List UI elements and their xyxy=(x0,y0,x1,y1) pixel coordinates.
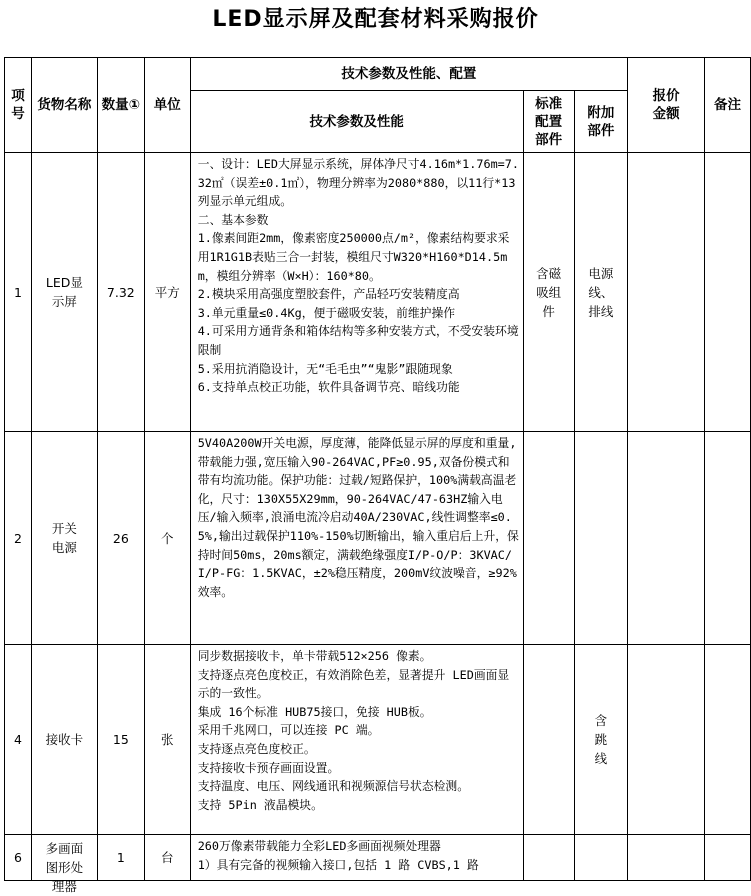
spec-line: 支持 5Pin 液晶模块。 xyxy=(197,797,323,812)
header-row-1 xyxy=(5,58,751,91)
row-extra: 含跳线 xyxy=(574,645,628,835)
spec-line: 支持逐点亮色度校正，有效消除色差，显著提升 LED画面显示的一致性。 xyxy=(197,667,510,701)
row-name: 接收卡 xyxy=(31,645,97,835)
spec-line: 6.支持单点校正功能，软件具备调节亮、暗线功能 xyxy=(197,380,460,395)
table-row xyxy=(5,835,751,881)
spec-line: 支持逐点亮色度校正。 xyxy=(197,741,316,756)
row-price xyxy=(628,153,705,432)
row-std: 含磁吸组件 xyxy=(523,153,574,432)
row-unit: 个 xyxy=(144,432,190,645)
row-extra: 电源线、排线 xyxy=(574,153,628,432)
spec-line: 5V40A200W开关电源，厚度薄，能降低显示屏的厚度和重量,带载能力强,宽压输入90-264VAC,PF≥0.95,双备份模式和带有均流功能。保护功能：过载/短路保护，100%满载高温老化，尺寸：130X55X29mm，90-264VAC/47-63HZ输入电压/输入频率,浪涌电流冷启动40A/230VAC,线性调整率≤0.5%,输出过载保护110%-150%切断输出，输入重启后上升，保持时间50ms，20ms额定，满载绝缘强度I/P-O/P：3KVAC/I/P-FG：1.5KVAC，±2%稳压精度，200mV纹波噪音，≥92%效率。 xyxy=(197,436,519,599)
row-price xyxy=(628,835,705,881)
row-std xyxy=(523,432,574,645)
row-name-text: 多画面图形处理器 xyxy=(45,841,84,894)
header-tech: 技术参数及性能 xyxy=(190,91,523,153)
row-extra xyxy=(574,835,628,881)
table-row xyxy=(5,432,751,645)
row-extra xyxy=(574,432,628,645)
spec-line: 同步数据接收卡，单卡带载512×256 像素。 xyxy=(197,649,432,663)
quotation-table xyxy=(4,57,751,894)
table-row xyxy=(5,153,751,432)
row-unit: 张 xyxy=(144,645,190,835)
header-qty: 数量① xyxy=(97,58,144,153)
header-remark: 备注 xyxy=(705,58,751,153)
spec-line: 3.单元重量≤0.4Kg，便于磁吸安装，前维护操作 xyxy=(197,305,456,320)
header-std-parts: 标准配置部件 xyxy=(523,91,574,153)
row-seq: 1 xyxy=(5,153,32,432)
row-seq: 6 xyxy=(5,835,32,881)
header-unit: 单位 xyxy=(144,58,190,153)
header-tech-group: 技术参数及性能、配置 xyxy=(190,58,627,91)
row-std xyxy=(523,835,574,881)
row-price xyxy=(628,432,705,645)
row-spec xyxy=(190,153,523,432)
row-remark xyxy=(705,645,751,835)
row-unit: 台 xyxy=(144,835,190,881)
row-seq: 2 xyxy=(5,432,32,645)
spec-line: 支持接收卡预存画面设置。 xyxy=(197,760,340,775)
row-remark xyxy=(705,432,751,645)
spec-line: 2.模块采用高强度塑胶套件，产品轻巧安装精度高 xyxy=(197,287,460,302)
row-spec xyxy=(190,645,523,835)
row-price xyxy=(628,645,705,835)
header-extra-parts: 附加部件 xyxy=(574,91,628,153)
row-qty: 26 xyxy=(97,432,144,645)
spec-line: 支持温度、电压、网线通讯和视频源信号状态检测。 xyxy=(197,779,470,794)
page-title: LED显示屏及配套材料采购报价 xyxy=(212,7,539,32)
header-price: 报价金额 xyxy=(628,58,705,153)
row-remark xyxy=(705,835,751,881)
row-std xyxy=(523,645,574,835)
table-row xyxy=(5,645,751,835)
row-spec xyxy=(190,835,523,881)
row-remark xyxy=(705,153,751,432)
spec-line: 260万像素带载能力全彩LED多画面视频处理器 xyxy=(197,839,441,853)
spec-line: 二、基本参数 xyxy=(197,212,269,227)
spec-line: 4.可采用方通背条和箱体结构等多种安装方式，不受安装环境限制 xyxy=(197,324,519,357)
header-seq: 项号 xyxy=(5,58,32,153)
row-qty: 7.32 xyxy=(97,153,144,432)
spec-line: 集成 16个标准 HUB75接口，免接 HUB板。 xyxy=(197,704,432,719)
row-name xyxy=(31,835,97,894)
row-spec xyxy=(190,432,523,645)
spec-line: 采用千兆网口，可以连接 PC 端。 xyxy=(197,723,380,738)
row-qty: 15 xyxy=(97,645,144,835)
row-name: 开关电源 xyxy=(31,432,97,645)
header-name: 货物名称 xyxy=(31,58,97,153)
row-seq: 4 xyxy=(5,645,32,835)
spec-line: 1.像素间距2mm，像素密度250000点/m²，像素结构要求采用1R1G1B表贴三合一封装，模组尺寸W320*H160*D14.5mm，模组分辨率（W×H）：160*80。 xyxy=(197,231,510,283)
row-name: LED显示屏 xyxy=(31,153,97,432)
spec-line: 1）具有完备的视频输入接口,包括 1 路 CVBS,1 路 xyxy=(197,857,479,872)
spec-line: 5.采用抗消隐设计，无“毛毛虫”“鬼影”跟随现象 xyxy=(197,361,453,376)
spec-line: 一、设计：LED大屏显示系统，屏体净尺寸4.16m*1.76m=7.32㎡（误差±0.1㎡），物理分辨率为2080*880，以11行*13列显示单元组成。 xyxy=(197,157,519,209)
row-qty: 1 xyxy=(97,835,144,881)
row-unit: 平方 xyxy=(144,153,190,432)
